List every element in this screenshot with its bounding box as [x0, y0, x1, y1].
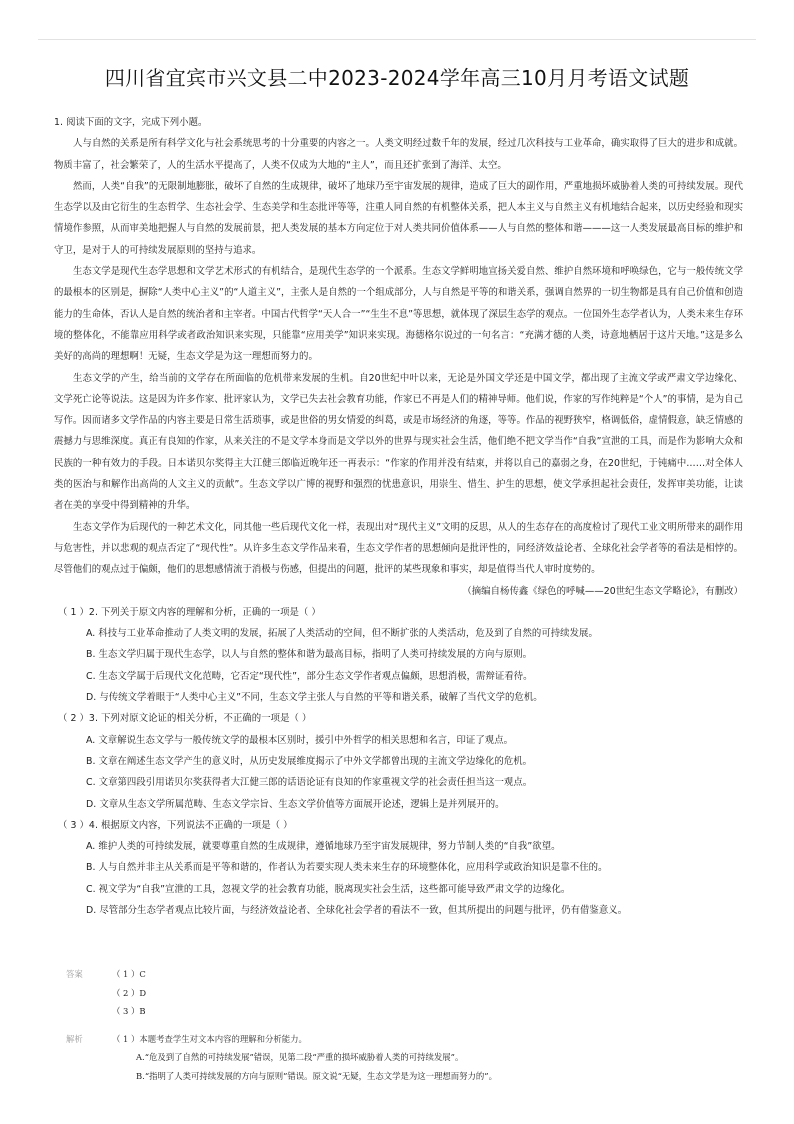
passage-paragraph-4: 生态文学的产生，给当前的文学存在所面临的危机带来发展的生机。自20世纪中叶以来，无论是外国文学还是中国文学，都出现了主流文学或严肃文学边缘化、文学死亡论等说法。这是因为许多作家、批评家认为，文学已失去社会教育功能，作家已不再是人们的精神导师。他们说，作家的写作纯粹是“个人”的事情，是为自己写作。因而诸多文学作品的内容主要是日常生活琐事，或是世俗的男女情爱的纠葛，或是市场经济的角逐，等等。作品的视野狭窄，格调低俗，虚情假意，缺乏情感的震撼力与思维深度。真正有良知的作家，从来关注的不是文学本身而是文学以外的世界与现实社会生活，他们绝不把文学当作“自我”宣泄的工具，而是作为影响大众和民族的一种有效力的手段。日本诺贝尔奖得主大江健三郎临近晚年还一再表示：“作家的作用并没有结束，并将以自己的嘉弱之身，在20世纪，于钝痛中……对全体人类的医治与和解作出高尚的人文主义的贡献”。生态文学以广博的视野和强烈的忧患意识，用崇生、惜生、护生的思想，使文学承担起社会责任，发挥审美功能，让读者在美的享受中得到精神的升华。: [54, 372, 743, 512]
question-1-stem: （ 1 ）2. 下列关于原文内容的理解和分析，正确的一项是（ ）: [58, 606, 321, 618]
analysis-line-1: （ 1 ）本题考查学生对文本内容的理解和分析能力。: [112, 1033, 307, 1044]
passage-paragraph-2: 然而，人类“自我”的无限制地膨胀，破坏了自然的生成规律，破坏了地球乃至宇宙发展的规律，造成了巨大的副作用，严重地损坏威胁着人类的可持续发展。现代生态学以及由它衍生的生态哲学、生态社会学、生态美学和生态批评等等，注重人同自然的有机整体关系，把人本主义与自然主义有机地结合起来，以历史经验和现实情境作参照，从而审美地把握人与自然的发展前景，把人类发展的基本方向定位于对人类共同价值体系——人与自然的整体和谐———这一人类发展最高目标的维护和守卫，是对于人的可持续发展原则的坚持与追求。: [54, 180, 743, 256]
question-2-option-c: C. 文章第四段引用诺贝尔奖获得者大江健三郎的话语论证有良知的作家重视文学的社会责任担当这一观点。: [86, 777, 533, 789]
question-1-option-d: D. 与传统文学着眼于“人类中心主义”不同，生态文学主张人与自然的平等和谐关系，破解了当代文学的危机。: [86, 692, 543, 704]
passage-paragraph-3: 生态文学是现代生态学思想和文学艺术形式的有机结合，是现代生态学的一个派系。生态文学鲜明地宣扬关爱自然、维护自然环境和呼唤绿色，它与一般传统文学的最根本的区别是，摒除“人类中心主义”的“人道主义”，主张人是自然的一个组成部分，人与自然是平等的和谐关系，强调自然界的一切生物都是具有自己价值和创造能力的生命体，否认人是自然的统治者和主宰者。中国古代哲学“天人合一”“生生不息”等思想，就体现了深层生态学的观点。一位国外生态学者认为，人类未来生存环境的整体化，不能靠应用科学或者政治知识来实现，只能靠“应用美学”知识来实现。海德格尔说过的一句名言：“充满才德的人类，诗意地栖居于这片天地。”这是多么美好的高尚的理想啊！无疑，生态文学是为这一理想而努力的。: [54, 266, 743, 363]
question-3-option-a: A. 维护人类的可持续发展，就要尊重自然的生成规律，遵循地球乃至宇宙发展规律，努力节制人类的“自我”欲望。: [86, 841, 561, 853]
answer-item-3: （ 3 ）B: [112, 1006, 146, 1016]
analysis-line-3: B.“指明了人类可持续发展的方向与原则”错误。原文说“无疑，生态文学是为这一理想而努力的”。: [136, 1070, 497, 1081]
question-3-stem: （ 3 ）4. 根据原文内容，下列说法不正确的一项是（ ）: [58, 819, 293, 831]
answer-section: [66, 965, 497, 1085]
passage-paragraph-5: 生态文学作为后现代的一种艺术文化，同其他一些后现代文化一样，表现出对“现代主义”文明的反思，从人的生态存在的高度检讨了现代工业文明所带来的副作用与危害性，并以悲观的观点否定了“现代性”。从许多生态文学作品来看，生态文学作者的思想倾向是批评性的，同经济效益论者、全球化社会学者等的看法是相悖的。尽管他们的观点过于偏颇，他们的思想感情流于消极与伤感，但提出的问题，批评的某些现象和事实，却是值得当代人审时度势的。: [54, 521, 743, 576]
question-1-option-b: B. 生态文学归属于现代生态学，以人与自然的整体和谐为最高目标，指明了人类可持续发展的方向与原则。: [86, 649, 533, 661]
answer-item-2: （ 2 ）D: [112, 987, 147, 998]
question-1-option-a: A. 科技与工业革命推动了人类文明的发展，拓展了人类活动的空间，但不断扩张的人类活动，危及到了自然的可持续发展。: [86, 628, 598, 640]
section-intro: 1. 阅读下面的文字，完成下列小题。: [54, 117, 208, 128]
question-2-option-a: A. 文章解说生态文学与一般传统文学的最根本区别时，援引中外哲学的相关思想和名言，印证了观点。: [86, 734, 514, 746]
header-divider: [38, 39, 756, 40]
question-2-option-d: D. 文章从生态文学所属范畴、生态文学宗旨、生态文学价值等方面展开论述，逻辑上是并列展开的。: [86, 798, 505, 810]
question-2-stem: （ 2 ）3. 下列对原文论证的相关分析，不正确的一项是（ ）: [58, 713, 312, 725]
passage-paragraph-1: 人与自然的关系是所有科学文化与社会系统思考的十分重要的内容之一。人类文明经过数千年的发展，经过几次科技与工业革命，确实取得了巨大的进步和成就。物质丰富了，社会繁荣了，人的生活水平提高了，人类不仅成为大地的“主人”，而且还扩张到了海洋、太空。: [54, 138, 743, 171]
answer-label: 答案: [66, 969, 83, 979]
page-title: 四川省宜宾市兴文县二中2023-2024学年高三10月月考语文试题: [104, 66, 690, 90]
analysis-label: 解析: [66, 1033, 83, 1044]
question-2-option-b: B. 文章在阐述生态文学产生的意义时，从历史发展维度揭示了中外文学都曾出现的主流文学边缘化的危机。: [86, 755, 533, 767]
question-3-option-d: D. 尽管部分生态学者观点比较片面，与经济效益论者、全球化社会学者的看法不一致，但其所提出的问题与批评，仍有借鉴意义。: [86, 904, 628, 916]
answer-item-1: （ 1 ）C: [112, 969, 146, 979]
analysis-line-2: A.“危及到了自然的可持续发展”错误，见第二段“严重的损坏威胁着人类的可持续发展”。: [136, 1052, 464, 1062]
question-3-option-b: B. 人与自然并非主从关系而是平等和谐的，作者认为若要实现人类未来生存的环境整体化，应用科学或政治知识是靠不住的。: [86, 862, 608, 874]
passage-source: （摘编自杨传鑫《绿色的呼喊——20世纪生态文学略论》，有删改）: [462, 585, 743, 597]
question-1-option-c: C. 生态文学属于后现代文化范畴，它否定“现代性”，部分生态文学作者观点偏颇，思想消极，需辩证看待。: [86, 670, 533, 682]
question-3-option-c: C. 视文学为“自我”宣泄的工具，忽视文学的社会教育功能，脱离现实社会生活，这些都可能导致严肃文学的边缘化。: [86, 883, 571, 895]
document-body: [54, 112, 743, 921]
